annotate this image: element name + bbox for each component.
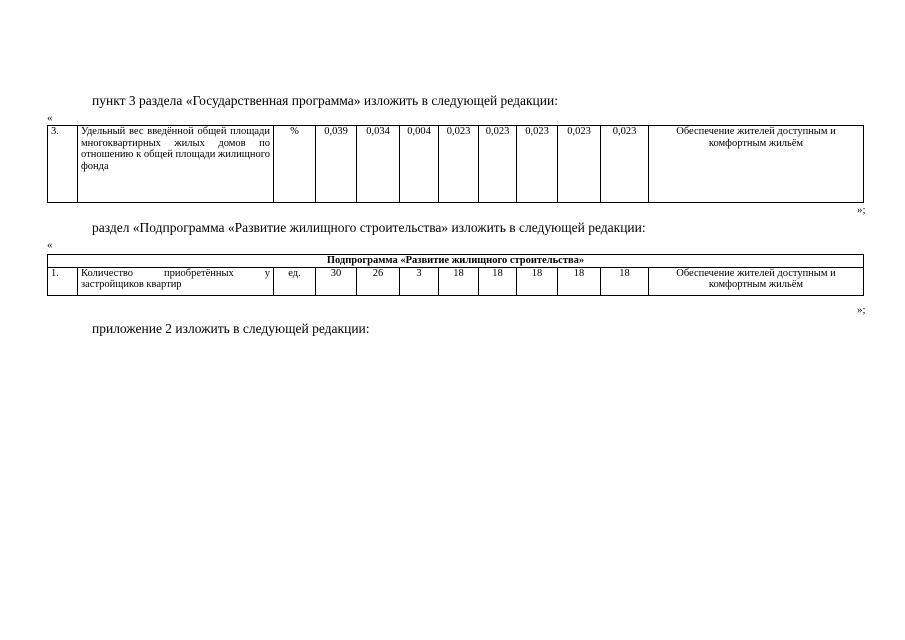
- open-quote-2: «: [47, 239, 53, 251]
- value-cell: 18: [601, 267, 649, 295]
- value-cell: 30: [316, 267, 357, 295]
- value-cell: 18: [517, 267, 558, 295]
- unit: ед.: [274, 267, 316, 295]
- indicator-name: Количество приобретённых у застройщиков квартир: [78, 267, 274, 295]
- goal-cell: Обеспечение жителей доступным и комфортным жильём: [649, 126, 864, 203]
- value-cell: 18: [479, 267, 517, 295]
- value-cell: 0,023: [558, 126, 601, 203]
- row-number: 1.: [48, 267, 78, 295]
- value-cell: 18: [558, 267, 601, 295]
- close-quote-1: »;: [857, 204, 866, 216]
- paragraph-3: приложение 2 изложить в следующей редакции:: [92, 321, 370, 336]
- unit: %: [274, 126, 316, 203]
- indicator-name: Удельный вес введённой общей площади многоквартирных жилых домов по отношению к общей площади жилищного фонда: [78, 126, 274, 203]
- close-quote-2: »;: [857, 304, 866, 316]
- open-quote-1: «: [47, 112, 53, 124]
- table-row: [48, 126, 864, 203]
- value-cell: 0,023: [601, 126, 649, 203]
- goal-cell: Обеспечение жителей доступным и комфортным жильём: [649, 267, 864, 295]
- table-row: [48, 267, 864, 295]
- value-cell: 26: [357, 267, 400, 295]
- value-cell: 0,023: [517, 126, 558, 203]
- paragraph-1: пункт 3 раздела «Государственная программа» изложить в следующей редакции:: [92, 93, 558, 108]
- subprogram-header: Подпрограмма «Развитие жилищного строительства»: [48, 255, 864, 268]
- value-cell: 0,023: [479, 126, 517, 203]
- paragraph-2: раздел «Подпрограмма «Развитие жилищного строительства» изложить в следующей редакции:: [92, 220, 646, 235]
- value-cell: 0,023: [439, 126, 479, 203]
- value-cell: 18: [439, 267, 479, 295]
- value-cell: 0,039: [316, 126, 357, 203]
- indicator-table-1: [47, 125, 864, 203]
- value-cell: 0,004: [400, 126, 439, 203]
- row-number: 3.: [48, 126, 78, 203]
- value-cell: 3: [400, 267, 439, 295]
- indicator-table-2: [47, 254, 864, 296]
- value-cell: 0,034: [357, 126, 400, 203]
